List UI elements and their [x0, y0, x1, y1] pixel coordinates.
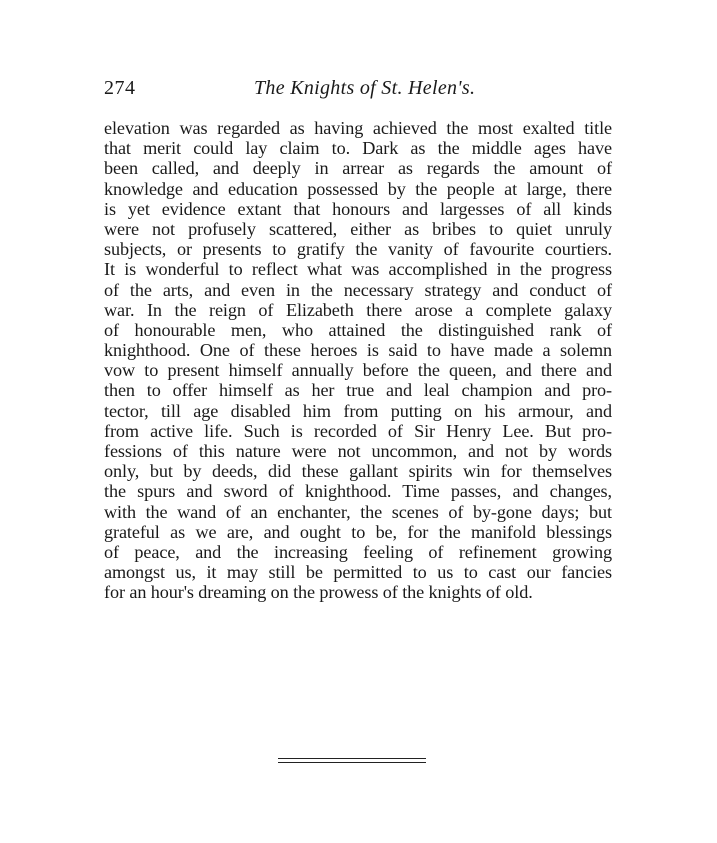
text-line: of the arts, and even in the necessary strategy and conduct of: [104, 279, 612, 300]
text-line: grateful as we are, and ought to be, for the manifold blessings: [104, 521, 612, 542]
text-line: fessions of this nature were not uncommon, and not by words: [104, 441, 612, 461]
text-line: war. In the reign of Elizabeth there arose a complete galaxy: [104, 299, 612, 320]
text-line-final: for an hour's dreaming on the prowess of the knights of old.: [104, 582, 533, 603]
text-line: amongst us, it may still be permitted to us to cast our fancies: [104, 562, 612, 583]
text-line: knowledge and education possessed by the people at large, there: [104, 178, 612, 199]
text-line: then to offer himself as her true and leal champion and pro-: [104, 380, 612, 401]
text-line: were not profusely scattered, either as bribes to quiet unruly: [104, 218, 612, 239]
text-line: tector, till age disabled him from putting on his armour, and: [104, 400, 612, 421]
end-rule-thin: [278, 758, 426, 759]
text-line: of peace, and the increasing feeling of refinement growing: [104, 541, 612, 562]
body-paragraph: [104, 118, 612, 603]
running-head: [104, 77, 612, 101]
text-line: only, but by deeds, did these gallant spirits win for themselves: [104, 461, 612, 482]
text-line: subjects, or presents to gratify the vanity of favourite courtiers.: [104, 239, 612, 260]
text-line: elevation was regarded as having achieved the most exalted title: [104, 118, 612, 138]
text-line: is yet evidence extant that honours and largesses of all kinds: [104, 198, 612, 219]
text-line: that merit could lay claim to. Dark as the middle ages have: [104, 138, 612, 159]
text-line: It is wonderful to reflect what was accomplished in the progress: [104, 259, 612, 280]
text-line: from active life. Such is recorded of Sir Henry Lee. But pro-: [104, 420, 612, 441]
end-rule-thick: [278, 762, 426, 763]
text-line: the spurs and sword of knighthood. Time passes, and changes,: [104, 481, 612, 502]
page-number: 274: [104, 77, 136, 99]
text-line: knighthood. One of these heroes is said to have made a solemn: [104, 340, 612, 361]
text-line: with the wand of an enchanter, the scenes of by-gone days; but: [104, 501, 612, 522]
text-line: been called, and deeply in arrear as regards the amount of: [104, 158, 612, 179]
running-title: The Knights of St. Helen's.: [254, 77, 476, 99]
text-line: vow to present himself annually before the queen, and there and: [104, 360, 612, 381]
text-line: of honourable men, who attained the distinguished rank of: [104, 319, 612, 340]
